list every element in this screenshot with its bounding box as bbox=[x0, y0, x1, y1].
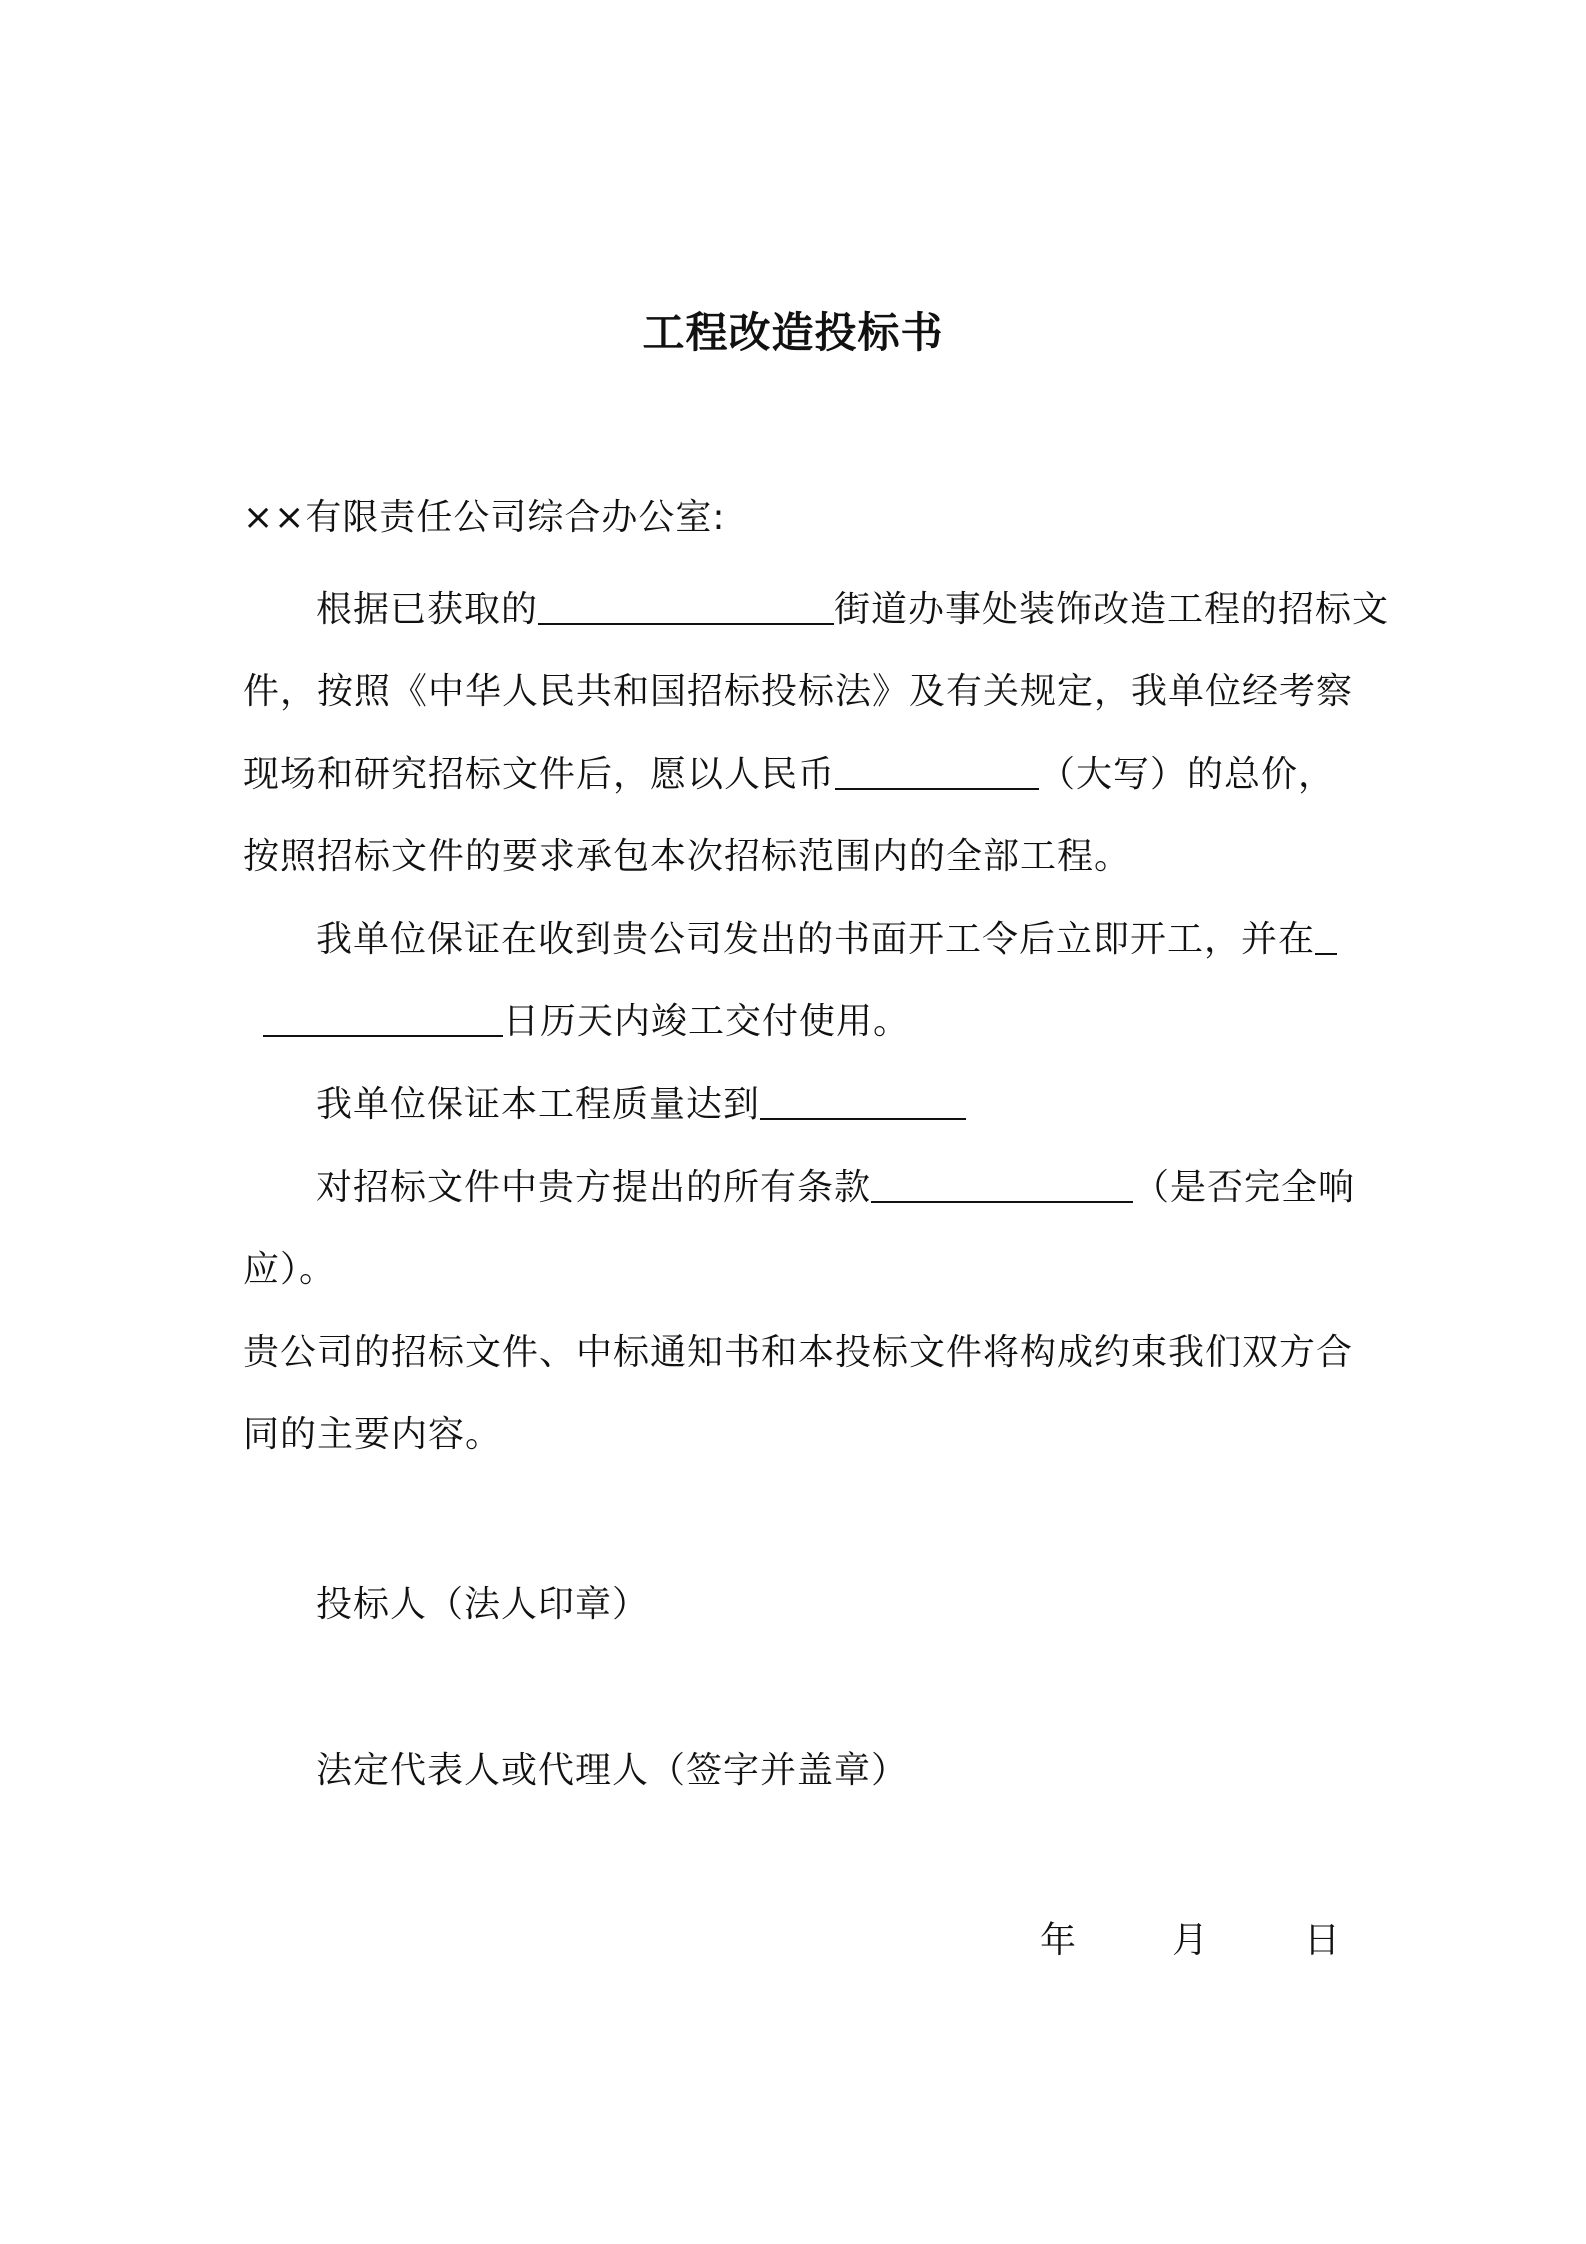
para5-line2: 同的主要内容。 bbox=[243, 1414, 503, 1455]
para3-line bbox=[316, 1082, 1356, 1128]
para1-line3 bbox=[243, 752, 1353, 798]
para4-line1 bbox=[316, 1165, 1356, 1211]
project-name-blank[interactable] bbox=[538, 587, 834, 625]
date-day: 日 bbox=[1304, 1920, 1341, 1961]
quality-level-blank[interactable] bbox=[760, 1082, 966, 1120]
addressee: ××有限责任公司综合办公室: bbox=[243, 497, 726, 538]
para4-line2: 应）。 bbox=[243, 1249, 337, 1290]
days-blank[interactable] bbox=[263, 999, 503, 1037]
para3-text: 我单位保证本工程质量达到 bbox=[316, 1084, 761, 1125]
document-title: 工程改造投标书 bbox=[642, 308, 944, 357]
para2-line2 bbox=[243, 999, 1353, 1045]
para1-line4: 按照招标文件的要求承包本次招标范围内的全部工程。 bbox=[243, 836, 1132, 877]
representative-signature-label: 法定代表人或代理人（签字并盖章） bbox=[316, 1750, 909, 1791]
para2-line1 bbox=[316, 917, 1356, 963]
para4-text-b: （是否完全响 bbox=[1133, 1167, 1356, 1208]
para1-line1 bbox=[316, 587, 1390, 633]
para1-text-a: 根据已获取的 bbox=[316, 589, 539, 630]
para1-text-b: 街道办事处装饰改造工程的招标文 bbox=[834, 589, 1390, 630]
para5-line1: 贵公司的招标文件、中标通知书和本投标文件将构成约束我们双方合 bbox=[243, 1332, 1354, 1373]
para2-text-a: 我单位保证在收到贵公司发出的书面开工令后立即开工，并在 bbox=[316, 919, 1316, 960]
para1-line2: 件，按照《中华人民共和国招标投标法》及有关规定，我单位经考察 bbox=[243, 671, 1354, 712]
days-blank-start[interactable] bbox=[1315, 917, 1337, 955]
para1-text-d: （大写）的总价， bbox=[1039, 754, 1336, 795]
date-year: 年 bbox=[1040, 1920, 1077, 1961]
para1-text-c: 现场和研究招标文件后，愿以人民币 bbox=[243, 754, 836, 795]
para4-text-a: 对招标文件中贵方提出的所有条款 bbox=[316, 1167, 872, 1208]
price-amount-blank[interactable] bbox=[835, 752, 1039, 790]
date-month: 月 bbox=[1172, 1920, 1209, 1961]
bidder-signature-label: 投标人（法人印章） bbox=[316, 1584, 650, 1625]
response-blank[interactable] bbox=[871, 1165, 1133, 1203]
para2-text-b: 日历天内竣工交付使用。 bbox=[503, 1001, 911, 1042]
